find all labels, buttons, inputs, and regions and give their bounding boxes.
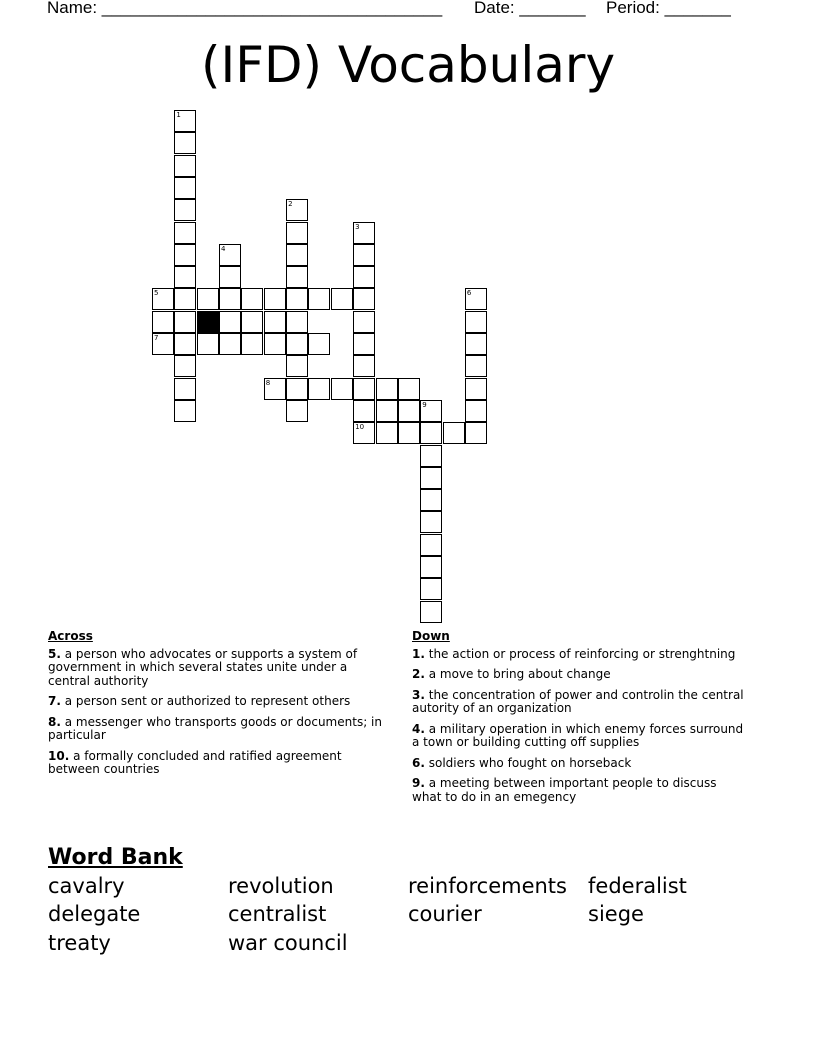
crossword-cell[interactable] [398,422,420,444]
clue-down-9: 9. a meeting between important people to discuss what to do in an emegency [412,776,717,804]
crossword-cell[interactable] [420,511,442,533]
crossword-cell[interactable] [353,355,375,377]
crossword-cell[interactable] [465,333,487,355]
crossword-cell[interactable] [241,288,263,310]
crossword-cell[interactable] [353,266,375,288]
down-heading: Down [412,629,450,643]
crossword-cell[interactable] [152,311,174,333]
crossword-cell[interactable] [465,355,487,377]
crossword-cell[interactable] [353,333,375,355]
crossword-cell[interactable] [420,467,442,489]
crossword-cell[interactable] [174,177,196,199]
crossword-cell[interactable] [174,311,196,333]
crossword-cell[interactable] [174,355,196,377]
word-bank-item: centralist [228,902,327,926]
clue-down-1: 1. the action or process of reinforcing or strenghtning [412,646,736,661]
crossword-cell[interactable] [286,266,308,288]
crossword-cell[interactable] [241,333,263,355]
crossword-cell[interactable] [219,333,241,355]
clue-number: 5 [154,289,159,298]
across-clues [48,630,388,784]
crossword-cell[interactable] [286,333,308,355]
crossword-cell[interactable] [308,288,330,310]
crossword-cell[interactable] [197,333,219,355]
clue-number: 3 [355,222,360,231]
crossword-cell[interactable] [174,378,196,400]
crossword-cell[interactable] [331,378,353,400]
crossword-cell[interactable] [465,311,487,333]
clue-number: 4 [221,244,226,253]
crossword-cell[interactable] [286,222,308,244]
crossword-cell[interactable] [174,400,196,422]
page-title: (IFD) Vocabulary [200,36,616,94]
word-bank-item: treaty [48,931,111,955]
crossword-cell[interactable] [420,422,442,444]
crossword-cell[interactable] [286,355,308,377]
crossword-cell[interactable] [308,333,330,355]
crossword-cell[interactable] [286,288,308,310]
clue-number: 7 [154,334,159,342]
crossword-cell[interactable] [465,400,487,422]
clue-number: 9 [422,400,427,409]
crossword-cell[interactable] [376,378,398,400]
clue-down-3: 3. the concentration of power and controlin the central autority of an organization [412,687,744,715]
crossword-cell[interactable] [420,489,442,511]
word-bank-title: Word Bank [48,845,183,870]
crossword-cell[interactable] [286,244,308,266]
crossword-cell[interactable] [353,311,375,333]
clue-down-4: 4. a military operation in which enemy forces surround a town or building cutting off supplies [412,721,744,749]
crossword-cell[interactable] [174,266,196,288]
crossword-cell[interactable] [443,422,465,444]
crossword-cell[interactable] [264,333,286,355]
down-clues [412,630,747,811]
clue-across-10: 10. a formally concluded and ratified agreement between countries [48,748,342,776]
crossword-cell[interactable] [174,222,196,244]
word-bank-item: siege [588,902,644,926]
clue-across-5: 5. a person who advocates or supports a system of government in which several states unite under a central authority [48,646,358,688]
crossword-cell[interactable] [174,199,196,221]
word-bank-item: revolution [228,874,334,898]
crossword-cell[interactable] [376,422,398,444]
clue-number: 8 [265,378,271,387]
period-field-label: Period: _______ [606,0,731,17]
crossword-cell[interactable] [219,288,241,310]
crossword-cell[interactable] [152,333,174,355]
crossword-cell[interactable] [219,311,241,333]
crossword-cell[interactable] [353,422,375,444]
word-bank-item: delegate [48,902,141,926]
crossword-cell[interactable] [465,288,487,310]
crossword-cell[interactable] [420,445,442,467]
crossword-cell[interactable] [174,155,196,177]
crossword-cell[interactable] [465,378,487,400]
crossword-cell[interactable] [353,244,375,266]
crossword-cell[interactable] [174,132,196,154]
crossword-cell[interactable] [264,311,286,333]
crossword-cell[interactable] [398,378,420,400]
clue-down-2: 2. a move to bring about change [412,667,611,681]
word-bank-item: reinforcements [408,874,567,898]
crossword-cell[interactable] [219,266,241,288]
crossword-cell[interactable] [308,378,330,400]
crossword-cell[interactable] [420,578,442,600]
clue-number: 6 [466,289,472,298]
word-bank-item: cavalry [48,874,125,898]
crossword-cell[interactable] [241,311,263,333]
crossword-cell[interactable] [174,288,196,310]
crossword-cell[interactable] [264,378,286,400]
name-field-label: Name: ____________________________________ [47,0,443,17]
crossword-cell[interactable] [398,400,420,422]
crossword-cell[interactable] [286,378,308,400]
crossword-cell[interactable] [197,288,219,310]
crossword-cell[interactable] [174,333,196,355]
date-field-label: Date: _______ [474,0,586,17]
crossword-cell[interactable] [264,288,286,310]
crossword-cell[interactable] [152,288,174,310]
crossword-cell[interactable] [286,199,308,221]
crossword-cell[interactable] [465,422,487,444]
crossword-cell[interactable] [286,400,308,422]
crossword-cell[interactable] [353,288,375,310]
crossword-cell[interactable] [353,378,375,400]
clue-down-6: 6. soldiers who fought on horseback [412,755,632,770]
crossword-cell[interactable] [286,311,308,333]
crossword-block [197,311,219,333]
word-bank-item: war council [228,931,348,955]
crossword-cell[interactable] [420,601,442,623]
crossword-cell[interactable] [420,400,442,422]
across-heading: Across [48,629,93,643]
crossword-cell[interactable] [174,110,196,132]
crossword-cell[interactable] [420,556,442,578]
crossword-cell[interactable] [219,244,241,266]
word-bank-item: courier [408,902,482,926]
crossword-cell[interactable] [331,288,353,310]
crossword-cell[interactable] [376,400,398,422]
clue-number: 1 [176,111,181,119]
clue-number: 10 [355,423,365,432]
clue-across-7: 7. a person sent or authorized to represent others [48,694,351,708]
crossword-cell[interactable] [353,222,375,244]
clue-across-8: 8. a messenger who transports goods or documents; in particular [48,714,382,742]
clue-number: 2 [288,200,293,209]
crossword-cell[interactable] [353,400,375,422]
word-bank-item: federalist [588,874,687,898]
crossword-cell[interactable] [174,244,196,266]
crossword-cell[interactable] [420,534,442,556]
